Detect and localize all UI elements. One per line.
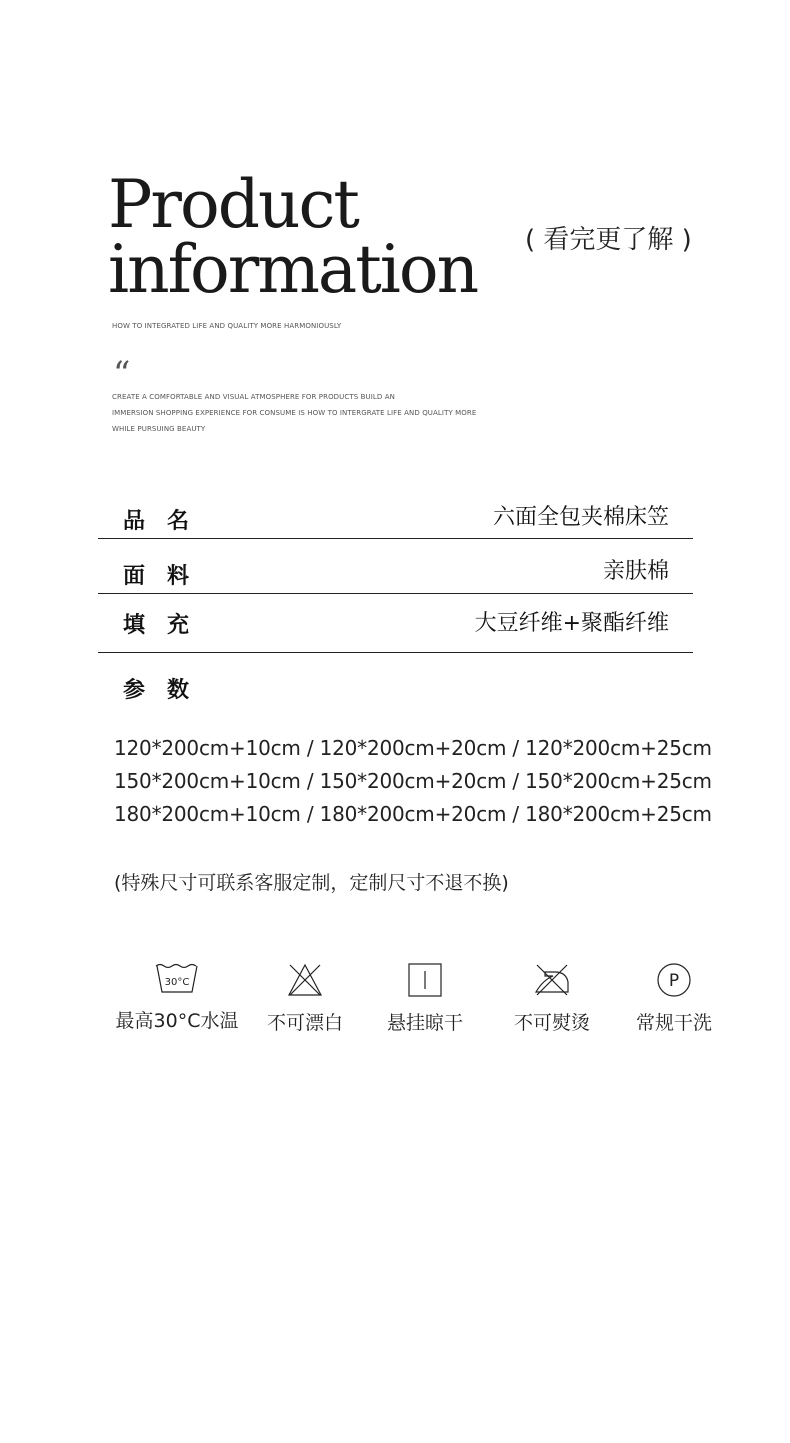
title-line-2: information <box>108 231 478 308</box>
description-line: CREATE A COMFORTABLE AND VISUAL ATMOSPHERE FOR PRODUCTS BUILD AN <box>112 393 395 401</box>
row-value-fabric: 亲肤棉 <box>602 559 669 584</box>
care-label: 不可熨烫 <box>513 1012 590 1034</box>
aside-note: ( 看完更了解 ) <box>525 225 692 255</box>
care-label: 最高30°C水温 <box>115 1010 239 1032</box>
no-bleach-icon <box>285 962 325 998</box>
size-line: 120*200cm+10cm / 120*200cm+20cm / 120*200cm+25cm <box>114 736 712 760</box>
divider <box>98 593 693 594</box>
row-value-filling: 大豆纤维+聚酯纤维 <box>474 611 669 636</box>
row-value-name: 六面全包夹棉床笠 <box>492 505 669 530</box>
title-line-1: Product <box>108 166 358 243</box>
no-iron-icon <box>531 962 573 998</box>
description-line: IMMERSION SHOPPING EXPERIENCE FOR CONSUME IS HOW TO INTERGRATE LIFE AND QUALITY MORE <box>112 409 477 417</box>
care-item-no-iron <box>487 962 617 1035</box>
quote-mark: “ <box>113 354 131 394</box>
dry-clean-letter: P <box>668 971 680 991</box>
wash-temp-text: 30°C <box>164 977 190 988</box>
care-item-wash <box>112 962 242 1033</box>
care-label: 悬挂晾干 <box>386 1012 463 1034</box>
care-item-hang-dry <box>360 962 490 1035</box>
divider <box>98 652 693 653</box>
care-label: 不可漂白 <box>266 1012 343 1034</box>
dry-clean-p-icon <box>656 962 692 998</box>
row-label-name: 品名 <box>123 509 212 534</box>
custom-size-note: (特殊尺寸可联系客服定制，定制尺寸不退不换) <box>114 872 509 894</box>
hang-dry-icon <box>407 962 443 998</box>
row-label-filling: 填充 <box>123 613 212 638</box>
size-line: 150*200cm+10cm / 150*200cm+20cm / 150*200cm+25cm <box>114 769 712 793</box>
tagline: HOW TO INTEGRATED LIFE AND QUALITY MORE HARMONIOUSLY <box>112 322 342 330</box>
row-label-fabric: 面料 <box>123 564 212 589</box>
divider <box>98 538 693 539</box>
size-line: 180*200cm+10cm / 180*200cm+20cm / 180*200cm+25cm <box>114 802 712 826</box>
care-item-no-bleach <box>240 962 370 1035</box>
description-line: WHILE PURSUING BEAUTY <box>112 425 206 433</box>
row-label-parameters: 参数 <box>123 678 212 703</box>
care-item-dry-clean <box>609 962 739 1035</box>
care-label: 常规干洗 <box>635 1012 712 1034</box>
wash-30-icon <box>154 962 200 996</box>
